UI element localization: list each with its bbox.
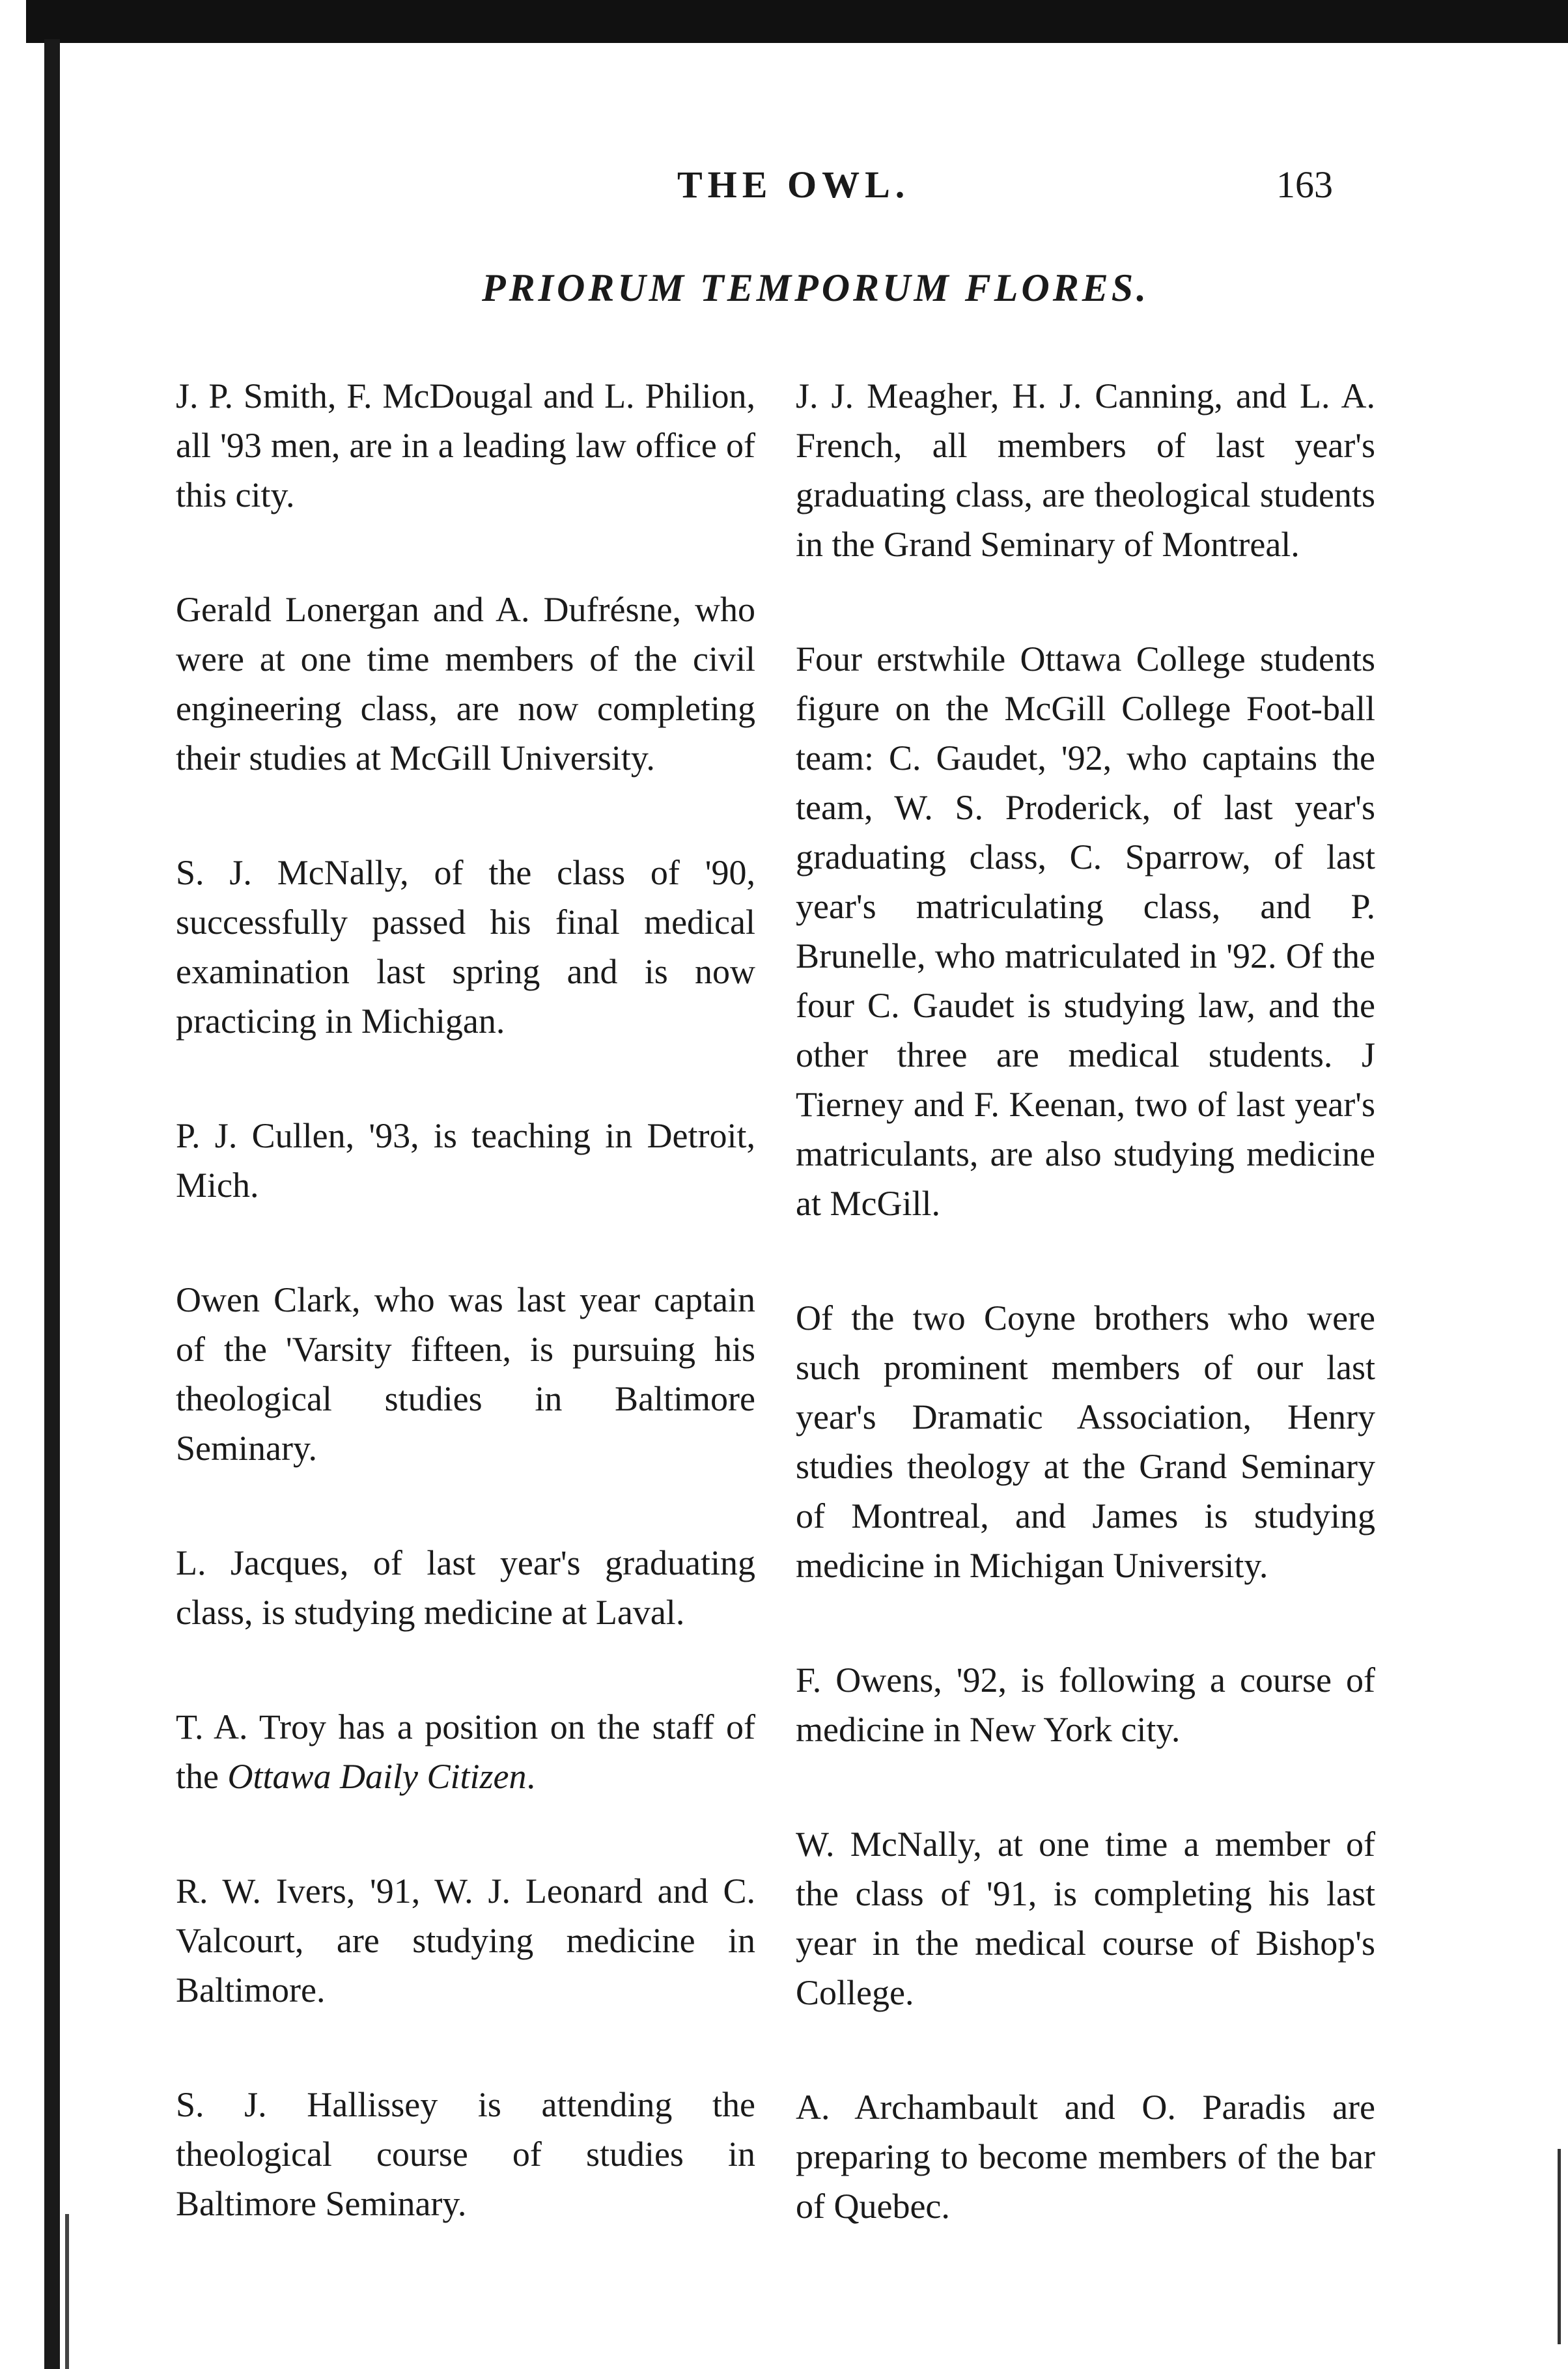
left-paragraph-9: S. J. Hallissey is attending the theological course of studies in Baltimore Seminary. xyxy=(176,2085,755,2223)
left-paragraph-6: L. Jacques, of last year's graduating class, is studying medicine at Laval. xyxy=(176,1543,755,1632)
left-paragraph-7-text: T. A. Troy has a position on the staff of the xyxy=(176,1707,755,1796)
page-number: 163 xyxy=(1276,163,1333,206)
left-paragraph-1: J. P. Smith, F. McDougal and L. Philion, all '93 men, are in a leading law office of this city. xyxy=(176,376,755,514)
left-paragraph-5: Owen Clark, who was last year captain of the 'Varsity fifteen, is pursuing his theological studies in Baltimore Seminary. xyxy=(176,1280,755,1468)
right-paragraph-1: J. J. Meagher, H. J. Canning, and L. A. French, all members of last year's graduating class, are theological students in the Grand Seminary of Montreal. xyxy=(796,376,1375,564)
left-column xyxy=(176,371,755,2228)
left-paragraph-2: Gerald Lonergan and A. Dufrésne, who were at one time members of the civil engineering class, are now completing their studies at McGill University. xyxy=(176,590,755,778)
right-paragraph-3: Of the two Coyne brothers who were such prominent members of our last year's Dramatic Association, Henry studies theology at the Grand Seminary of Montreal, and James is studying medicine in Michigan University. xyxy=(796,1298,1375,1585)
top-border-rule xyxy=(26,0,1568,43)
right-column xyxy=(796,371,1375,2231)
left-border-rule xyxy=(44,39,60,2369)
left-paragraph-3: S. J. McNally, of the class of '90, successfully passed his final medical examination last spring and is now practicing in Michigan. xyxy=(176,853,755,1041)
running-head: THE OWL. xyxy=(677,163,910,206)
left-paragraph-4: P. J. Cullen, '93, is teaching in Detroit, Mich. xyxy=(176,1116,755,1205)
left-paragraph-7 xyxy=(176,1702,755,1801)
right-paragraph-6: A. Archambault and O. Paradis are preparing to become members of the bar of Quebec. xyxy=(796,2088,1375,2226)
right-paragraph-5: W. McNally, at one time a member of the class of '91, is completing his last year in the medical course of Bishop's College. xyxy=(796,1825,1375,2012)
newspaper-title: Ottawa Daily Citizen xyxy=(227,1757,527,1796)
right-edge-speckle xyxy=(1558,2149,1561,2344)
right-paragraph-2: Four erstwhile Ottawa College students figure on the McGill College Foot-ball team: C. Gaudet, '92, who captains the team, W. S. Proderick, of last year's graduating class, C. Sparrow, of last year's matriculating class, and P. Brunelle, who matriculated in '92. Of the four C. Gaudet is studying law, and the other three are medical students. J Tierney and F. Keenan, two of last year's matriculants, are also studying medicine at McGill. xyxy=(796,639,1375,1223)
left-paragraph-7-end: . xyxy=(526,1757,535,1796)
right-paragraph-4: F. Owens, '92, is following a course of medicine in New York city. xyxy=(796,1661,1375,1749)
left-border-rule-thin xyxy=(65,2214,69,2369)
left-paragraph-8: R. W. Ivers, '91, W. J. Leonard and C. Valcourt, are studying medicine in Baltimore. xyxy=(176,1871,755,2010)
section-title: PRIORUM TEMPORUM FLORES. xyxy=(482,266,1150,309)
